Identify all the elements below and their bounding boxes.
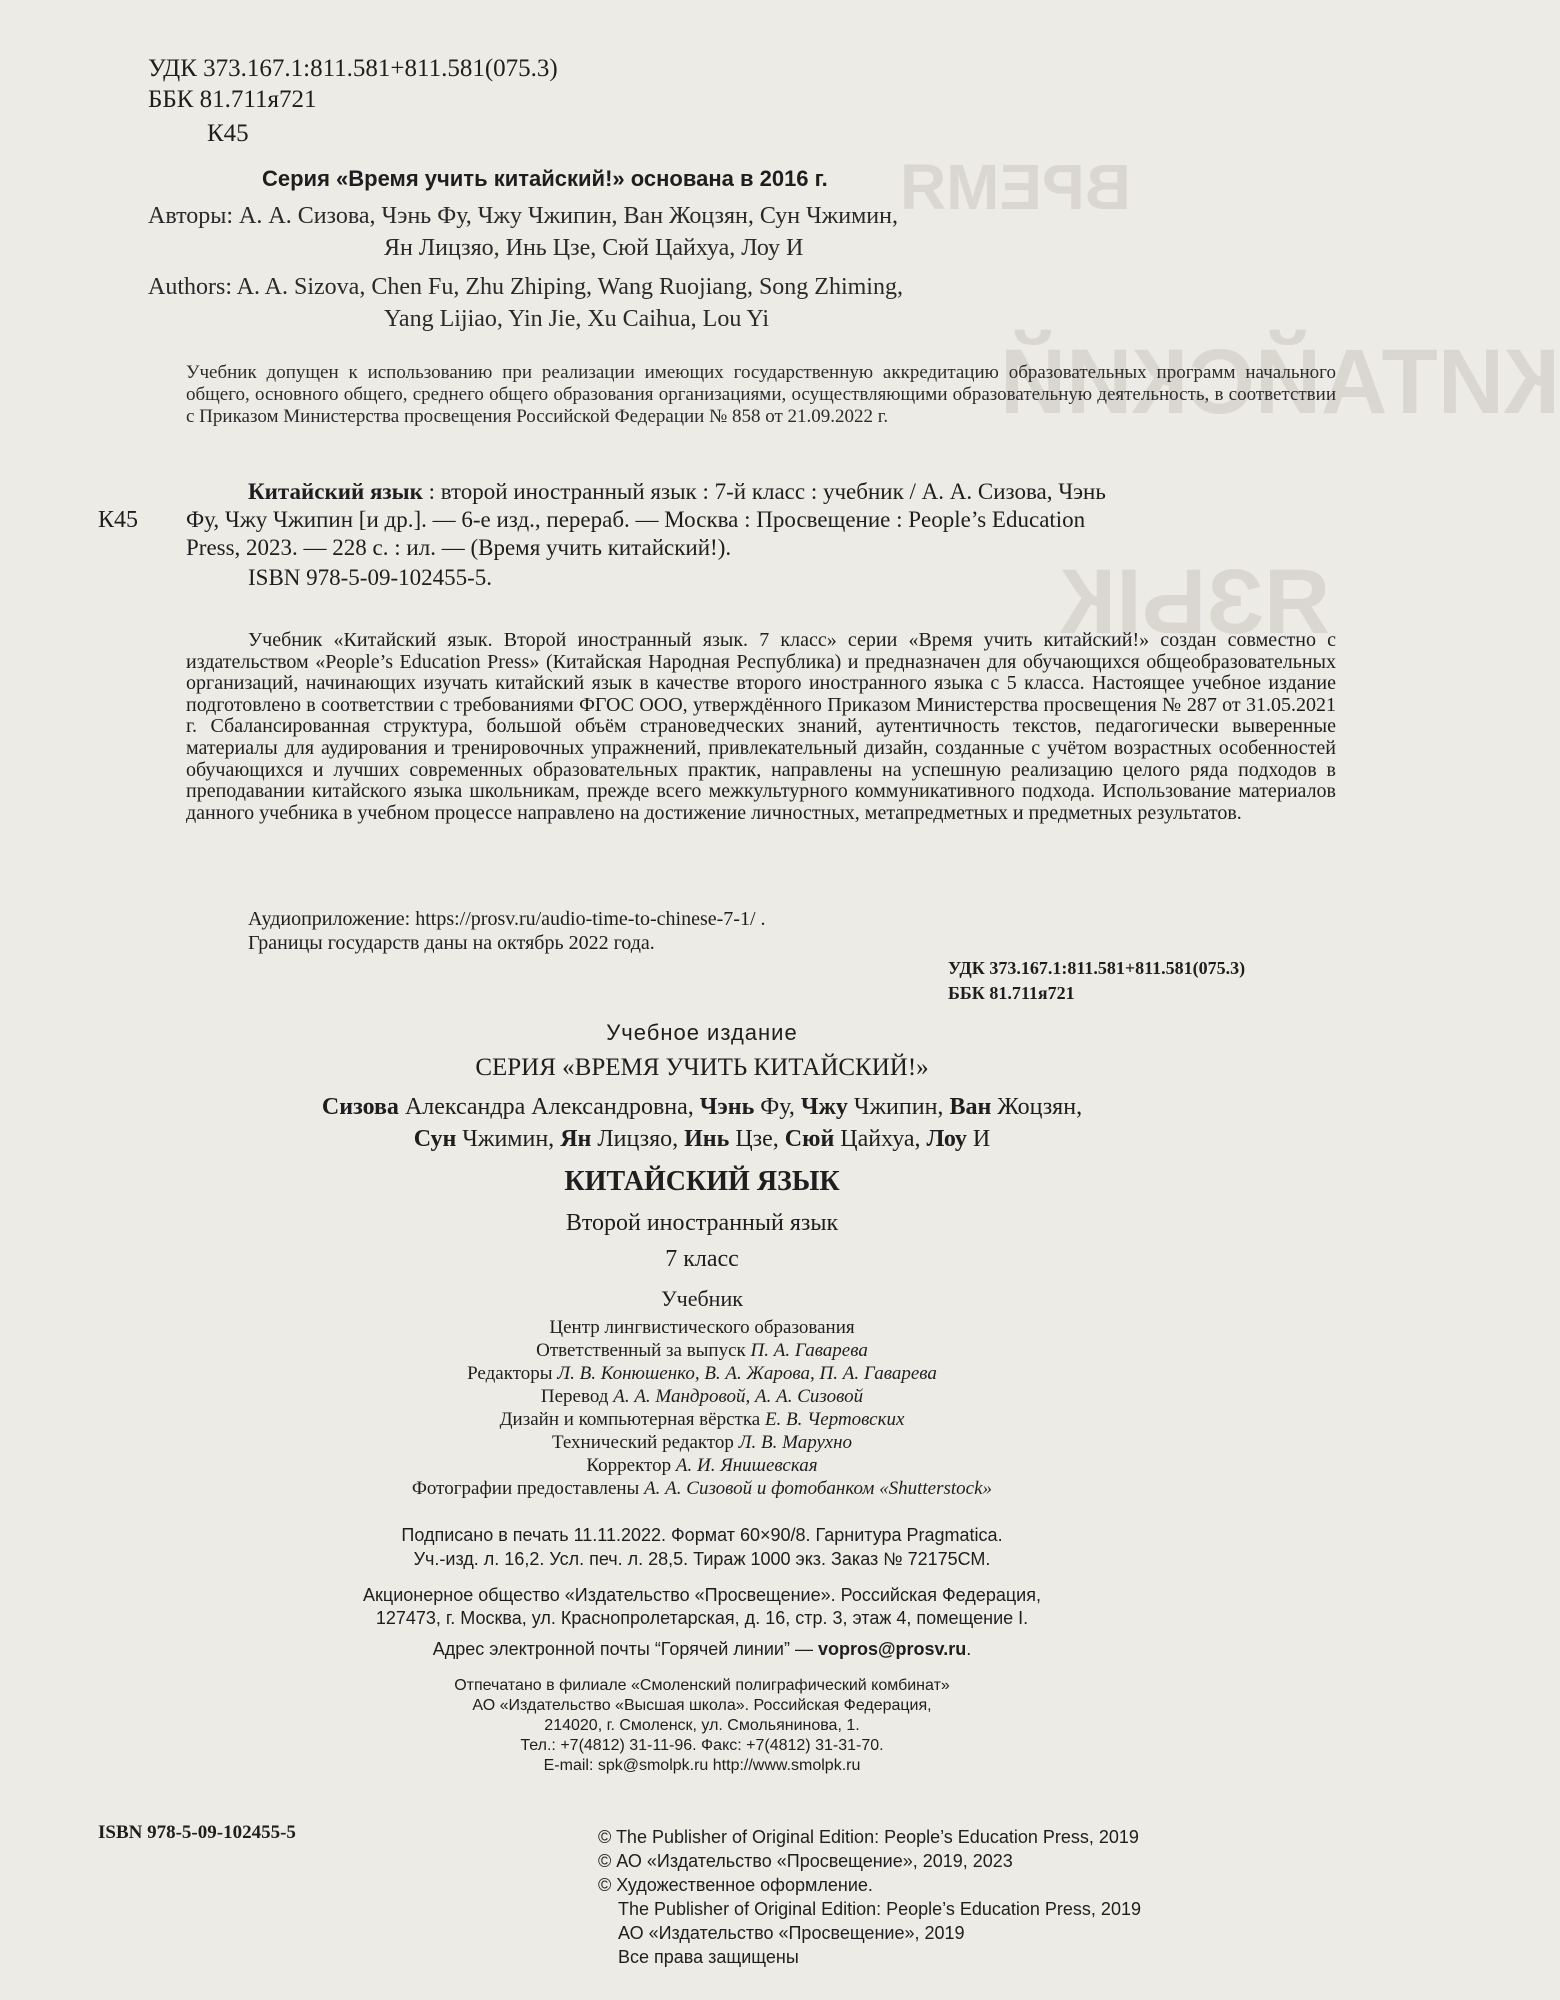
author-group: Чжу Чжипин, [800,1094,950,1120]
credit-line: Ответственный за выпуск П. А. Гаварева [536,1340,868,1361]
imprint-authors-line1 [0,1094,1404,1121]
approval-text: Учебник допущен к использованию при реализации имеющих государственную аккредитацию образовательных программ начального общего, основного общего, среднего общего образования организациями, осуществляющими образовательную деятельность, в соответствии с Приказом Министерства просвещения Российской Федерации № 858 от 21.09.2022 г. [186,362,1336,427]
catalog-line3: Press, 2023. — 228 с. : ил. — (Время учить китайский!). [186,535,732,560]
copyright-line: © АО «Издательство «Просвещение», 2019, 2023 [598,1851,1013,1871]
copyright-line: © Художественное оформление. [598,1875,873,1895]
annotation-bbk: ББК 81.711я721 [948,983,1075,1003]
credit-line: Фотографии предоставлены А. А. Сизовой и фотобанком «Shutterstock» [411,1478,993,1499]
credit-line: Редакторы Л. В. Конюшенко, В. А. Жарова, П. А. Гаварева [467,1363,937,1384]
printer-line: 214020, г. Смоленск, ул. Смольянинова, 1. [544,1717,860,1734]
footer-isbn: ISBN 978-5-09-102455-5 [98,1822,296,1843]
edition-center: Центр лингвистического образования [549,1317,855,1338]
authors-en-line2: Yang Lijiao, Yin Jie, Xu Caihua, Lou Yi [384,306,770,332]
imprint-series: СЕРИЯ «ВРЕМЯ УЧИТЬ КИТАЙСКИЙ!» [475,1054,929,1081]
printer-line: АО «Издательство «Высшая школа». Российская Федерация, [472,1697,932,1714]
printer-line: E-mail: spk@smolpk.ru http://www.smolpk.ru [543,1757,861,1774]
rights-reserved: Все права защищены [618,1947,799,1967]
credit-line: Дизайн и компьютерная вёрстка Е. В. Чертовских [499,1409,905,1430]
audio-link: Аудиоприложение: https://prosv.ru/audio-time-to-chinese-7-1/ . [248,908,766,930]
bleed-through-ghost: КИТАЙСКИЙ [1000,331,1560,433]
book-grade: 7 класс [665,1246,739,1272]
borders-note: Границы государств даны на октябрь 2022 года. [248,932,655,954]
edition-type: Учебное издание [606,1020,798,1045]
series-note: Серия «Время учить китайский!» основана в 2016 г. [262,166,828,191]
printer-line: Тел.: +7(4812) 31-11-96. Факс: +7(4812) 31-31-70. [520,1737,884,1754]
catalog-mark: К45 [98,507,139,533]
bleed-through-ghost: ВРЕМЯ [900,151,1131,223]
book-subtitle: Второй иностранный язык [565,1210,839,1236]
print-volume: Уч.-изд. л. 16,2. Усл. печ. л. 28,5. Тираж 1000 экз. Заказ № 72175СМ. [413,1549,991,1569]
publisher-line2: 127473, г. Москва, ул. Краснопролетарская, д. 16, стр. 3, этаж 4, помещение I. [375,1608,1029,1628]
printer-line: Отпечатано в филиале «Смоленский полиграфический комбинат» [454,1677,950,1694]
authors-en-line1: Authors: A. A. Sizova, Chen Fu, Zhu Zhiping, Wang Ruojiang, Song Zhiming, [148,274,903,300]
catalog-isbn: ISBN 978-5-09-102455-5. [248,565,493,590]
author-group: Инь Цзе, [684,1126,785,1152]
catalog-title: Китайский язык [248,479,423,504]
copyright-line: The Publisher of Original Edition: People’s Education Press, 2019 [618,1899,1141,1919]
author-group: Сун Чжимин, [413,1126,561,1152]
annotation-udk: УДК 373.167.1:811.581+811.581(075.3) [948,958,1246,978]
author-group: Чэнь Фу, [699,1094,801,1120]
copyright-line: © The Publisher of Original Edition: People’s Education Press, 2019 [598,1827,1139,1847]
bbk-code: ББК 81.711я721 [148,86,317,113]
author-mark: К45 [207,120,249,147]
catalog-line2: Фу, Чжу Чжипин [и др.]. — 6-е изд., перераб. — Москва : Просвещение : People’s Education [186,507,1086,532]
publisher-line1: Акционерное общество «Издательство «Просвещение». Российская Федерация, [363,1585,1041,1605]
authors-ru-line1: Авторы: А. А. Сизова, Чэнь Фу, Чжу Чжипин, Ван Жоцзян, Сун Чжимин, [148,203,898,229]
author-group: Лоу И [926,1126,991,1152]
hotline-email: vopros@prosv.ru [817,1639,967,1659]
credit-line: Перевод А. А. Мандровой, А. А. Сизовой [540,1386,864,1407]
book-title: КИТАЙСКИЙ ЯЗЫК [564,1166,840,1197]
catalog-line1: Китайский язык : второй иностранный язык : 7-й класс : учебник / А. А. Сизова, Чэнь [248,479,1106,504]
book-kind: Учебник [661,1286,743,1311]
signed-to-print: Подписано в печать 11.11.2022. Формат 60×90/8. Гарнитура Pragmatica. [401,1525,1003,1545]
author-group: Ян Лицзяо, [560,1126,685,1152]
copyright-line: АО «Издательство «Просвещение», 2019 [618,1923,965,1943]
author-group: Сизова Александра Александровна, [321,1094,700,1120]
authors-ru-line2: Ян Лицзяо, Инь Цзе, Сюй Цайхуа, Лоу И [384,235,804,261]
udk-code: УДК 373.167.1:811.581+811.581(075.3) [148,55,558,82]
annotation-text: Учебник «Китайский язык. Второй иностранный язык. 7 класс» серии «Время учить китайский!» создан совместно с издательством «People’s Education Press» (Китайская Народная Республика) и предназначен для обучающихся общеобразовательных организаций, начинающих изучать китайский язык в качестве второго иностранного языка с 5 класса. Настоящее учебное издание подготовлено в соответствии с требованиями ФГОС ООО, утверждённого Приказом Министерства просвещения № 287 от 31.05.2021 г. Сбалансированная структура, большой объём страноведческих знаний, аутентичность текстов, педагогически выверенные материалы для аудирования и тренировочных упражнений, привлекательный дизайн, созданные с учётом возрастных особенностей обучающихся и лучших современных образовательных практик, направлены на успешную реализацию целого ряда подходов в преподавании китайского языка школьникам, прежде всего межкультурного коммуникативного подхода. Использование материалов данного учебника в учебном процессе направлено на достижение личностных, метапредметных и предметных результатов. [186,629,1336,824]
bleed-through-ghost: ЯЗЫК [1060,551,1330,653]
imprint-authors-line2 [0,1126,1404,1153]
credit-line: Технический редактор Л. В. Марухно [551,1432,852,1453]
author-group: Ван Жоцзян, [949,1094,1083,1120]
author-group: Сюй Цайхуа, [784,1126,927,1152]
credit-line: Корректор А. И. Янишевская [586,1455,818,1476]
hotline-line: Адрес электронной почты “Горячей линии” — vopros@prosv.ru. [432,1639,972,1659]
